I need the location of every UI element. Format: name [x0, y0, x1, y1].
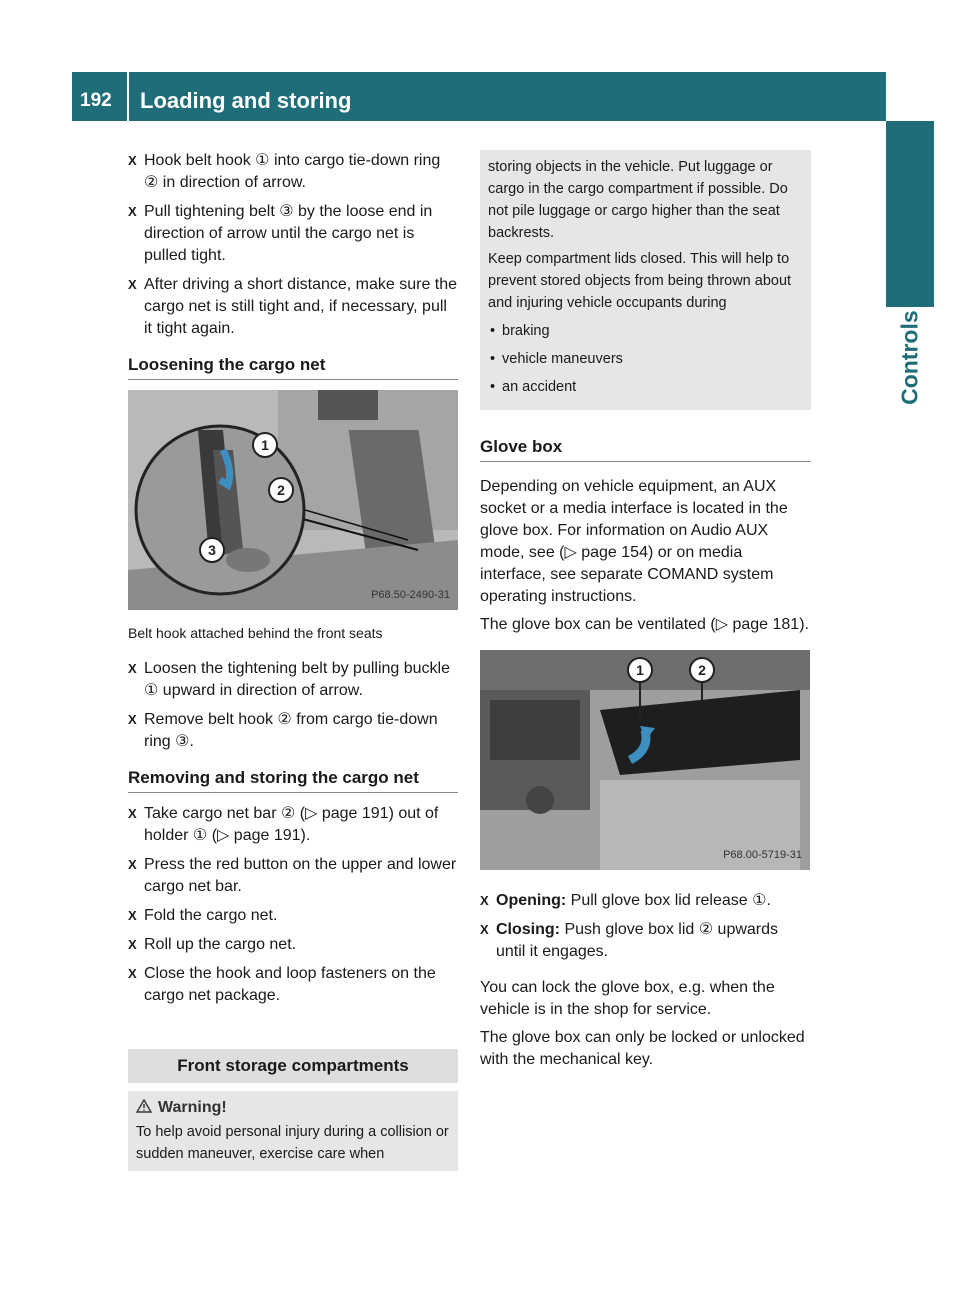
step-item: [128, 274, 458, 340]
step-item: [128, 201, 458, 267]
page-number: 192: [80, 90, 112, 111]
note-paragraph: storing objects in the vehicle. Put luggage or cargo in the cargo compartment if possible. Do not pile luggage or cargo higher than the seat backrests.: [488, 159, 788, 241]
heading-glove-box: Glove box: [480, 436, 811, 462]
warning-triangle-icon: [136, 1099, 152, 1113]
step-item: [128, 854, 458, 898]
glove-paragraph: You can lock the glove box, e.g. when the vehicle is in the shop for service.: [480, 979, 775, 1018]
step-marker-icon: X: [128, 661, 137, 676]
step-text: Roll up the cargo net.: [144, 936, 297, 953]
step-item: [128, 150, 458, 194]
heading-removing: Removing and storing the cargo net: [128, 767, 458, 793]
step-marker-icon: X: [128, 712, 137, 727]
left-column: [128, 150, 458, 1171]
step-item: [480, 919, 811, 963]
svg-text:1: 1: [636, 662, 644, 678]
step-item: [128, 658, 458, 702]
side-tab: [886, 121, 934, 501]
step-text: Fold the cargo net.: [144, 907, 278, 924]
step-item: [128, 905, 458, 927]
warning-text: To help avoid personal injury during a collision or sudden maneuver, exercise care when: [136, 1124, 449, 1162]
svg-text:3: 3: [208, 542, 216, 558]
glove-paragraph: The glove box can only be locked or unlocked with the mechanical key.: [480, 1029, 805, 1068]
step-marker-icon: X: [128, 908, 137, 923]
figure-code: P68.00-5719-31: [723, 849, 802, 861]
step-marker-icon: X: [480, 893, 489, 908]
svg-text:1: 1: [261, 437, 269, 453]
step-item: [128, 709, 458, 753]
belt-hook-illustration: [128, 390, 458, 610]
step-item: [128, 963, 458, 1007]
note-paragraph: Keep compartment lids closed. This will help to prevent stored objects from being thrown about and injuring vehicle occupants during: [488, 251, 792, 311]
step-text: Loosen the tightening belt by pulling buckle ① upward in direction of arrow.: [144, 660, 450, 699]
header-divider: [127, 72, 129, 121]
step-marker-icon: X: [480, 922, 489, 937]
step-text: Remove belt hook ② from cargo tie-down ring ③.: [144, 711, 438, 750]
step-label: Opening:: [496, 892, 567, 909]
step-text: Pull tightening belt ③ by the loose end in direction of arrow until the cargo net is pulled tight.: [144, 203, 433, 264]
note-bullet: • an accident: [488, 376, 803, 398]
right-column: [480, 150, 811, 1077]
step-text: Close the hook and loop fasteners on the cargo net package.: [144, 965, 436, 1004]
figure-caption: Belt hook attached behind the front seats: [128, 625, 383, 641]
step-marker-icon: X: [128, 966, 137, 981]
figure-glove-box: [480, 650, 810, 870]
warning-header: [136, 1097, 450, 1119]
warning-title: Warning!: [158, 1099, 227, 1116]
step-text: Take cargo net bar ② (▷ page 191) out of holder ① (▷ page 191).: [144, 805, 439, 844]
figure-code: P68.50-2490-31: [371, 589, 450, 601]
warning-continued-box: [480, 150, 811, 410]
step-marker-icon: X: [128, 857, 137, 872]
figure-belt-hook: [128, 390, 458, 610]
step-marker-icon: X: [128, 937, 137, 952]
step-text: Hook belt hook ① into cargo tie-down ring ② in direction of arrow.: [144, 152, 441, 191]
page-title: Loading and storing: [140, 88, 352, 113]
step-item: [480, 890, 811, 912]
note-bullet: • vehicle maneuvers: [488, 348, 803, 370]
svg-text:2: 2: [698, 662, 706, 678]
section-front-storage: Front storage compartments: [128, 1049, 458, 1083]
svg-text:2: 2: [277, 482, 285, 498]
step-text: Press the red button on the upper and lower cargo net bar.: [144, 856, 457, 895]
step-text: Pull glove box lid release ①.: [570, 892, 771, 909]
step-marker-icon: X: [128, 806, 137, 821]
step-marker-icon: X: [128, 153, 137, 168]
side-tab-label: Controls in detail: [896, 217, 923, 405]
heading-loosening: Loosening the cargo net: [128, 354, 458, 380]
warning-box: [128, 1091, 458, 1171]
step-text: Push glove box lid ② upwards until it engages.: [496, 921, 779, 960]
step-text: After driving a short distance, make sure the cargo net is still tight and, if necessary, pull it tight again.: [144, 276, 458, 337]
step-item: [128, 934, 458, 956]
glove-paragraph: Depending on vehicle equipment, an AUX socket or a media interface is located in the glove box. For information on Audio AUX mode, see (▷ page 154) or on media interface, see separate COMAND system operating instructions.: [480, 478, 788, 605]
step-marker-icon: X: [128, 277, 137, 292]
note-bullet: • braking: [488, 320, 803, 342]
step-label: Closing:: [496, 921, 560, 938]
glove-paragraph: The glove box can be ventilated (▷ page 181).: [480, 616, 809, 633]
step-item: [128, 803, 458, 847]
step-marker-icon: X: [128, 204, 137, 219]
glove-box-illustration: [480, 650, 810, 870]
